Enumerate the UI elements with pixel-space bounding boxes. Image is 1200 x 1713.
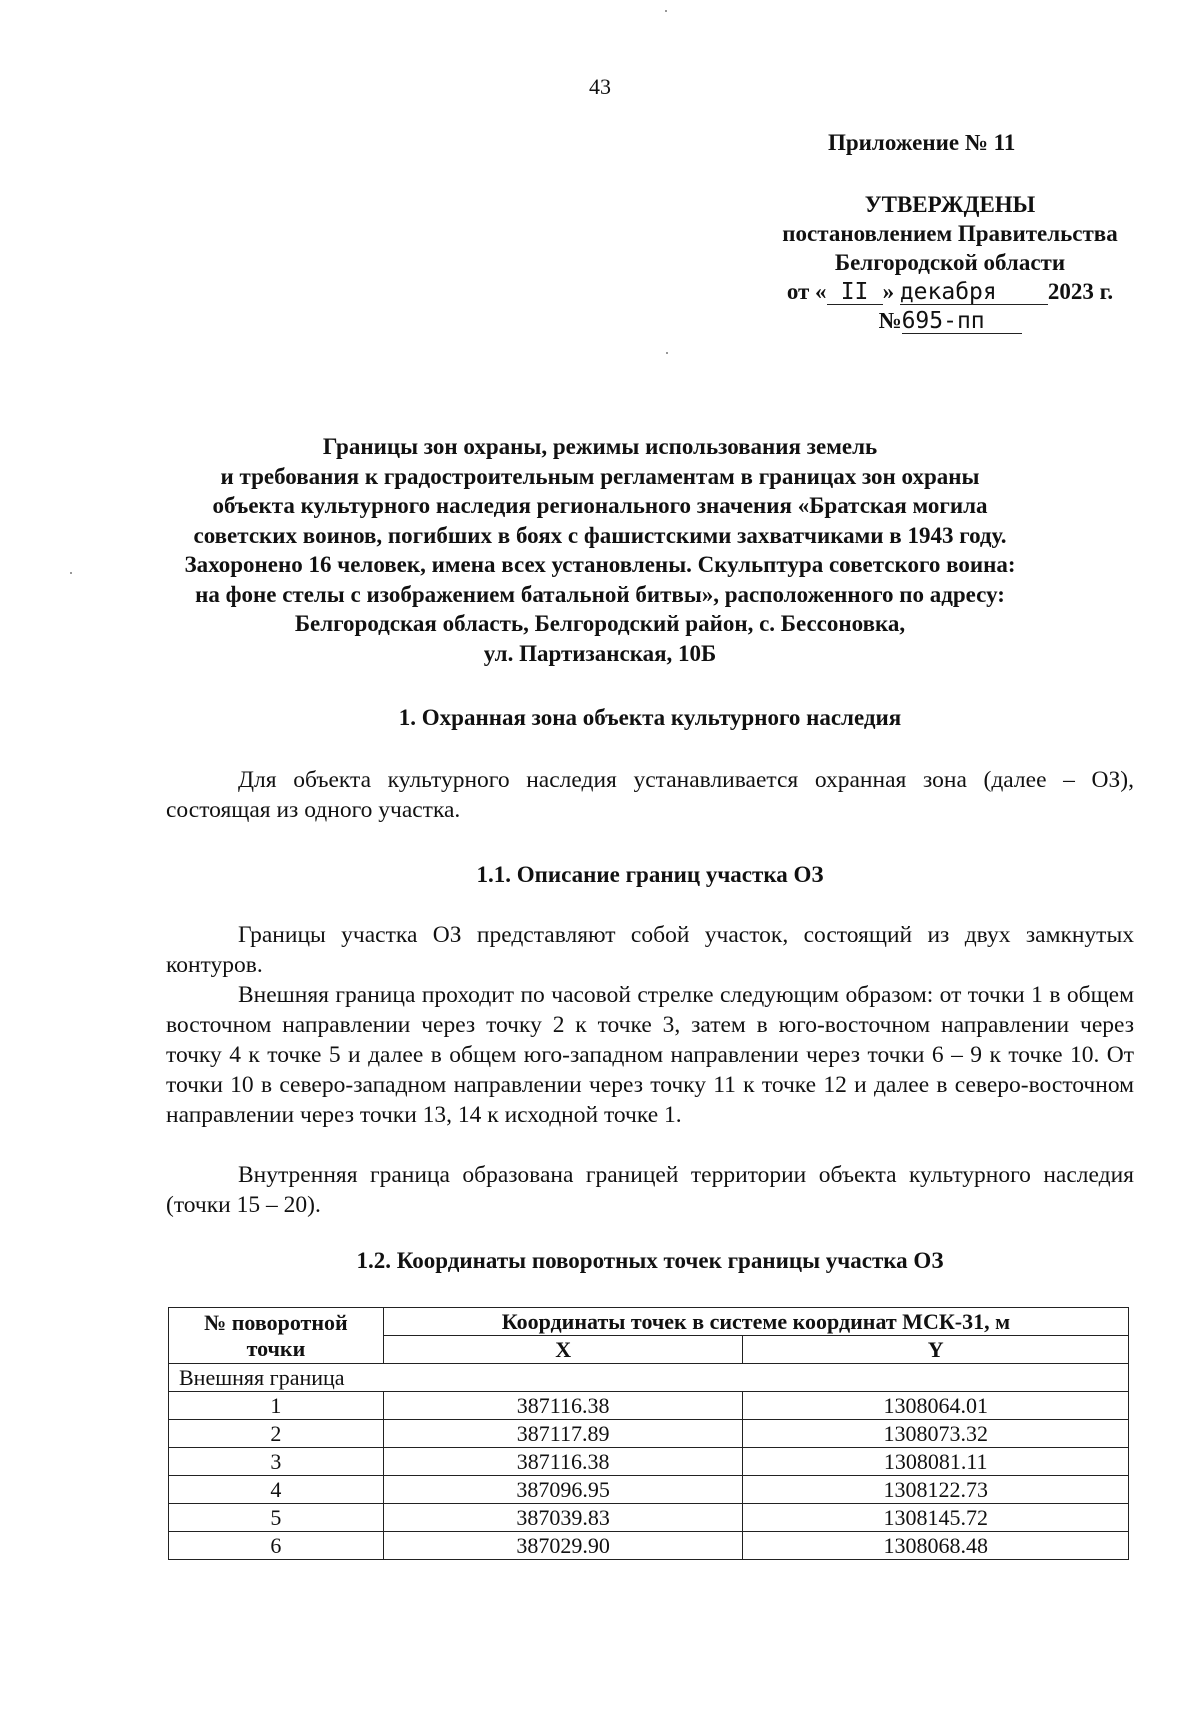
cell-x: 387116.38 bbox=[383, 1448, 743, 1476]
approval-region: Белгородской области bbox=[834, 250, 1066, 275]
cell-y: 1308068.48 bbox=[743, 1532, 1129, 1560]
section-heading-1-1: 1.1. Описание границ участка ОЗ bbox=[476, 862, 824, 887]
cell-x: 387116.38 bbox=[383, 1392, 743, 1420]
table-header-row bbox=[169, 1308, 1129, 1336]
header-coordinates: Координаты точек в системе координат МСК-31, м bbox=[383, 1308, 1128, 1336]
date-day: II bbox=[827, 280, 883, 305]
appendix-label: Приложение № 11 bbox=[828, 130, 1016, 155]
section-outer-boundary: Внешняя граница bbox=[169, 1364, 1129, 1392]
cell-y: 1308122.73 bbox=[743, 1476, 1129, 1504]
table-section-row bbox=[169, 1364, 1129, 1392]
title-line: ул. Партизанская, 10Б bbox=[483, 640, 717, 666]
cell-y: 1308081.11 bbox=[743, 1448, 1129, 1476]
cell-point: 6 bbox=[169, 1532, 384, 1560]
scan-speck bbox=[666, 352, 668, 354]
section-heading-1-2: 1.2. Координаты поворотных точек границы участка ОЗ bbox=[356, 1248, 944, 1273]
title-line: Белгородская область, Белгородский район, с. Бессоновка, bbox=[294, 611, 906, 636]
boundary-paragraph-3: Внутренняя граница образована границей территории объекта культурного наследия (точки 15 – 20). bbox=[166, 1162, 1134, 1218]
table-row bbox=[169, 1476, 1129, 1504]
cell-y: 1308145.72 bbox=[743, 1504, 1129, 1532]
date-mid: » bbox=[882, 279, 895, 304]
header-y: Y bbox=[743, 1336, 1129, 1364]
header-x: X bbox=[383, 1336, 743, 1364]
date-year: 2023 г. bbox=[1047, 279, 1114, 304]
document-title bbox=[150, 432, 1050, 668]
cell-point: 2 bbox=[169, 1420, 384, 1448]
approval-block bbox=[740, 190, 1160, 335]
table-row bbox=[169, 1448, 1129, 1476]
cell-point: 5 bbox=[169, 1504, 384, 1532]
cell-point: 1 bbox=[169, 1392, 384, 1420]
cell-x: 387117.89 bbox=[383, 1420, 743, 1448]
page-number: 43 bbox=[589, 74, 611, 99]
approval-authority: постановлением Правительства bbox=[782, 221, 1118, 246]
section-heading-1: 1. Охранная зона объекта культурного наследия bbox=[398, 705, 902, 730]
cell-point: 4 bbox=[169, 1476, 384, 1504]
approval-date bbox=[740, 277, 1160, 306]
cell-y: 1308064.01 bbox=[743, 1392, 1129, 1420]
boundary-paragraph-1: Границы участка ОЗ представляют собой участок, состоящий из двух замкнутых контуров. bbox=[166, 922, 1134, 978]
title-line: Захоронено 16 человек, имена всех установлены. Скульптура советского воина: bbox=[184, 552, 1016, 577]
scan-speck bbox=[70, 572, 72, 574]
date-month: декабря bbox=[900, 280, 1048, 305]
cell-y: 1308073.32 bbox=[743, 1420, 1129, 1448]
approval-title: УТВЕРЖДЕНЫ bbox=[864, 192, 1036, 217]
boundary-paragraph-2: Внешняя граница проходит по часовой стрелке следующим образом: от точки 1 в общем восточном направлении через точку 2 к точке 3, затем в юго-восточном направлении через точку 4 к точке 5 и далее в общем юго-западном направлении через точки 6 – 9 к точке 10. От точки 10 в северо-западном направлении через точку 11 к точке 12 и далее в северо-восточном направлении через точки 13, 14 к исходной точке 1. bbox=[166, 982, 1134, 1128]
header-point-number: № поворотной точки bbox=[169, 1308, 384, 1364]
approval-number bbox=[740, 306, 1160, 335]
title-line: на фоне стелы с изображением батальной битвы», расположенного по адресу: bbox=[195, 581, 1005, 607]
title-line: Границы зон охраны, режимы использования земель bbox=[322, 434, 878, 459]
cell-x: 387039.83 bbox=[383, 1504, 743, 1532]
cell-x: 387029.90 bbox=[383, 1532, 743, 1560]
decree-number: 695-пп bbox=[902, 309, 1022, 334]
table-row bbox=[169, 1392, 1129, 1420]
cell-point: 3 bbox=[169, 1448, 384, 1476]
table-row bbox=[169, 1532, 1129, 1560]
title-line: советских воинов, погибших в боях с фашистскими захватчиками в 1943 году. bbox=[193, 522, 1007, 548]
title-line: объекта культурного наследия регионального значения «Братская могила bbox=[212, 493, 988, 518]
date-prefix: от « bbox=[786, 279, 827, 304]
scan-speck bbox=[665, 10, 667, 12]
table-row bbox=[169, 1504, 1129, 1532]
cell-x: 387096.95 bbox=[383, 1476, 743, 1504]
section-1-paragraph: Для объекта культурного наследия устанавливается охранная зона (далее – ОЗ), состоящая из одного участка. bbox=[166, 767, 1134, 823]
title-line: и требования к градостроительным регламентам в границах зон охраны bbox=[220, 463, 980, 489]
table-row bbox=[169, 1420, 1129, 1448]
coordinates-table bbox=[168, 1307, 1129, 1560]
number-prefix: № bbox=[878, 308, 902, 333]
